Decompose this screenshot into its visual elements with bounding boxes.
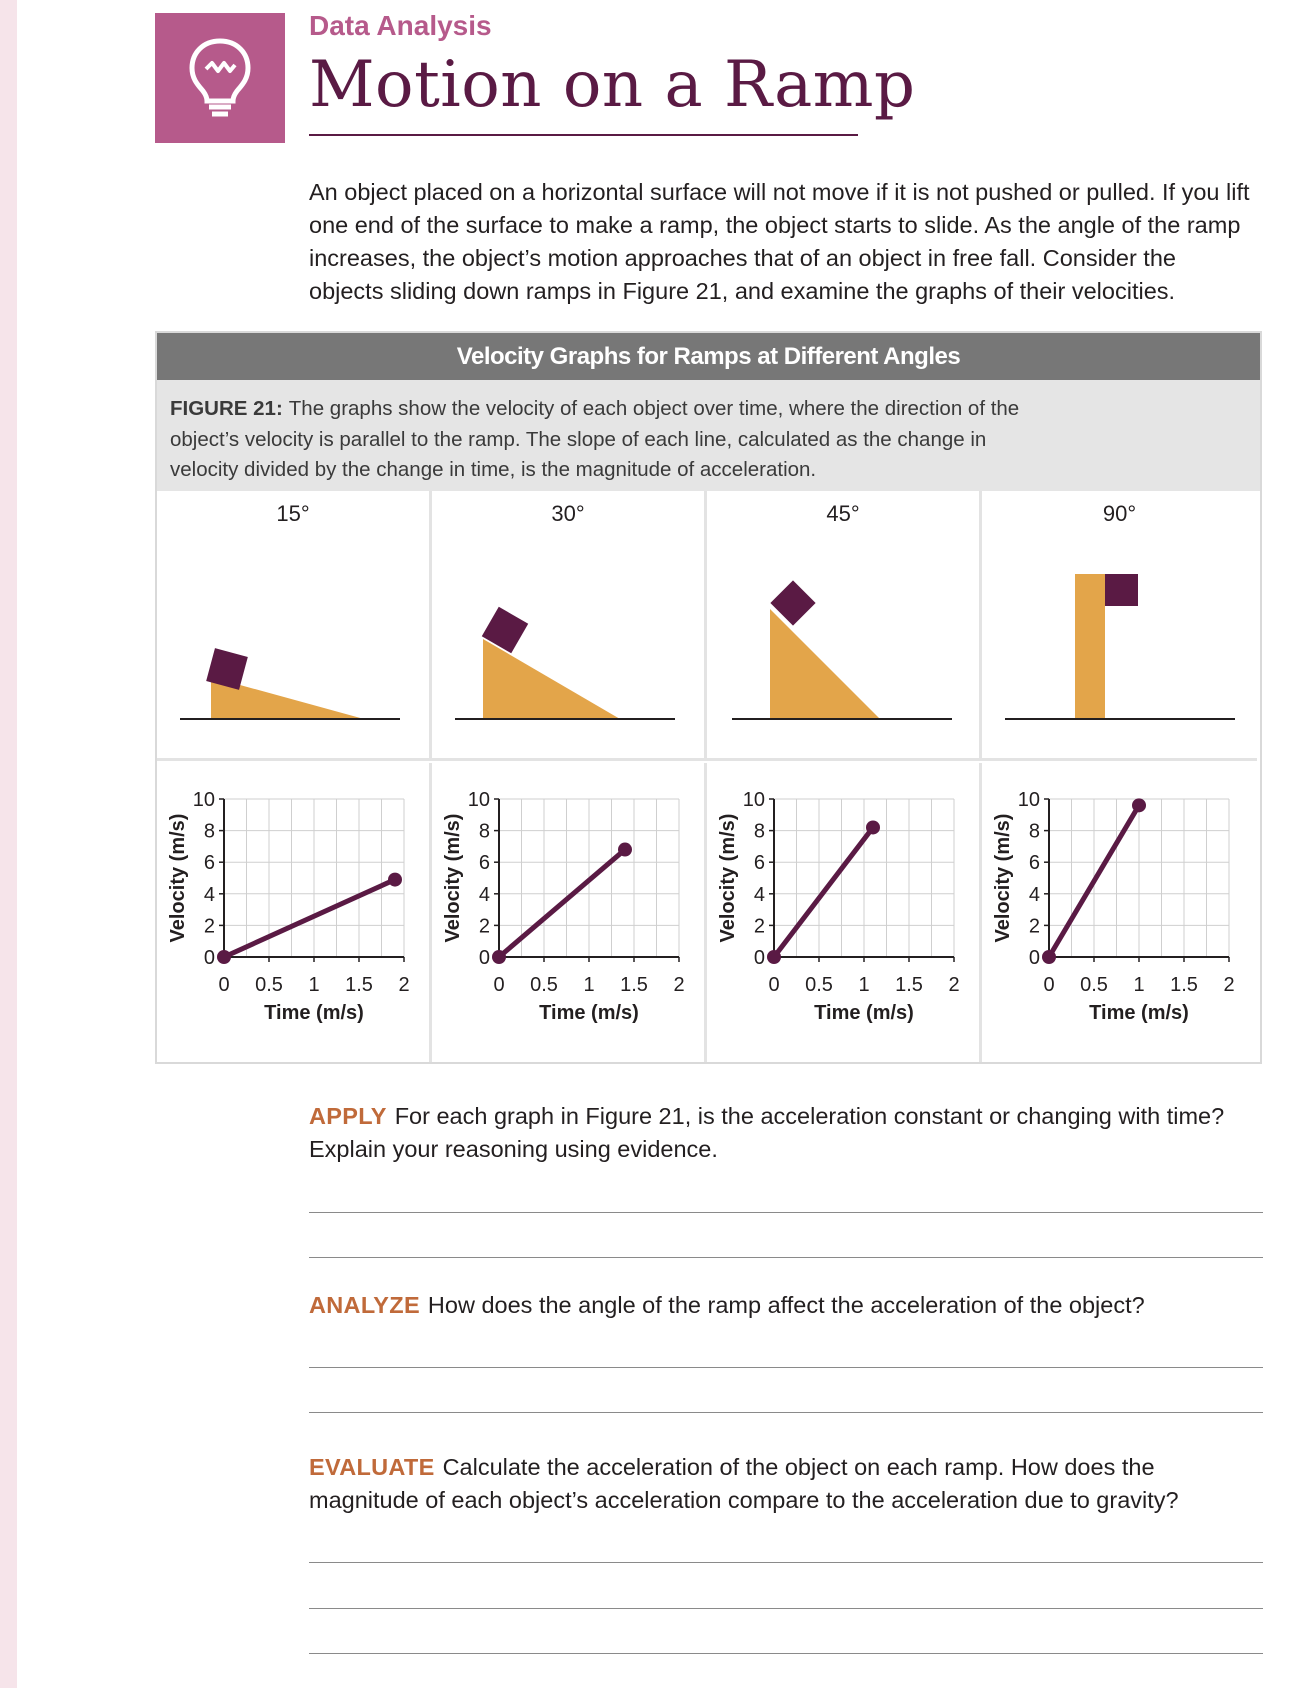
x-tick-label: 1 xyxy=(583,974,595,996)
figure-header: Velocity Graphs for Ramps at Different Angles xyxy=(157,333,1260,380)
data-point xyxy=(866,820,880,834)
x-tick-label: 0.5 xyxy=(805,974,833,996)
question-text-evaluate: Calculate the acceleration of the object on each ramp. How does the magnitude of each object’s acceleration compare to the acceleration due to gravity? xyxy=(309,1454,1179,1513)
data-point xyxy=(1132,798,1146,812)
ramp-panel-45 xyxy=(707,491,982,761)
angle-label-90: 90° xyxy=(1102,501,1137,526)
ramp-diagram-45 xyxy=(707,491,979,758)
x-axis-label: Time (m/s) xyxy=(1089,1002,1189,1024)
angle-label-30: 30° xyxy=(551,501,585,526)
data-point xyxy=(388,873,402,887)
velocity-graph-30 xyxy=(432,763,704,1062)
ramp-panel-15 xyxy=(157,491,432,761)
y-tick-label: 10 xyxy=(1017,789,1040,811)
ramp-shape-90 xyxy=(1075,574,1105,719)
x-tick-label: 0.5 xyxy=(1080,974,1108,996)
ramp-diagram-90 xyxy=(982,491,1262,758)
x-tick-label: 2 xyxy=(948,974,960,996)
x-tick-label: 1 xyxy=(308,974,320,996)
answer-line[interactable] xyxy=(309,1562,1263,1563)
question-text-analyze: How does the angle of the ramp affect the acceleration of the object? xyxy=(427,1292,1145,1318)
lightbulb-icon xyxy=(185,35,255,121)
x-tick-label: 0 xyxy=(493,974,505,996)
graph-panel-45 xyxy=(707,763,982,1062)
y-tick-label: 6 xyxy=(1028,852,1040,875)
x-axis-label: Time (m/s) xyxy=(264,1002,364,1024)
y-axis-label: Velocity (m/s) xyxy=(717,813,739,943)
section-label: Data Analysis xyxy=(309,10,492,41)
y-tick-label: 10 xyxy=(192,789,215,811)
x-tick-label: 1 xyxy=(858,974,870,996)
ramp-diagram-30 xyxy=(432,491,704,758)
x-tick-label: 0.5 xyxy=(255,974,283,996)
answer-line[interactable] xyxy=(309,1653,1263,1654)
y-tick-label: 4 xyxy=(753,883,765,906)
data-point xyxy=(767,950,781,964)
y-tick-label: 0 xyxy=(1028,947,1040,969)
y-tick-label: 8 xyxy=(478,820,490,843)
graph-panel-90 xyxy=(982,763,1257,1062)
x-tick-label: 1.5 xyxy=(1170,974,1198,996)
velocity-line xyxy=(499,850,625,957)
figure-caption-box xyxy=(157,380,1260,491)
y-tick-label: 0 xyxy=(203,947,215,969)
ramp-shape-45 xyxy=(770,609,880,719)
angle-label-15: 15° xyxy=(276,501,310,526)
y-tick-label: 0 xyxy=(478,947,490,969)
figure-label: FIGURE 21: xyxy=(170,397,283,420)
y-tick-label: 6 xyxy=(203,852,215,875)
y-axis-label: Velocity (m/s) xyxy=(992,813,1014,943)
y-tick-label: 8 xyxy=(203,820,215,843)
graph-panel-15 xyxy=(157,763,432,1062)
y-tick-label: 2 xyxy=(478,915,490,938)
figure-21 xyxy=(155,331,1262,1064)
y-tick-label: 10 xyxy=(467,789,490,811)
y-tick-label: 4 xyxy=(1028,883,1040,906)
figure-caption xyxy=(170,394,1030,486)
x-tick-label: 2 xyxy=(1223,974,1235,996)
x-axis-label: Time (m/s) xyxy=(814,1002,914,1024)
answer-line[interactable] xyxy=(309,1367,1263,1368)
y-tick-label: 6 xyxy=(478,852,490,875)
y-tick-label: 6 xyxy=(753,852,765,875)
y-axis-label: Velocity (m/s) xyxy=(167,813,189,943)
x-tick-label: 0.5 xyxy=(530,974,558,996)
angle-label-45: 45° xyxy=(826,501,860,526)
x-tick-label: 2 xyxy=(673,974,685,996)
y-tick-label: 0 xyxy=(753,947,765,969)
ramp-panel-30 xyxy=(432,491,707,761)
data-point xyxy=(1042,950,1056,964)
intro-paragraph: An object placed on a horizontal surface will not move if it is not pushed or pulled. If you lift one end of the surface to make a ramp, the object starts to slide. As the angle of the ramp increases, the object’s motion approaches that of an object in free fall. Consider the objects sliding down ramps in Figure 21, and examine the graphs of their velocities. xyxy=(309,179,1250,304)
x-tick-label: 1 xyxy=(1133,974,1145,996)
x-tick-label: 2 xyxy=(398,974,410,996)
figure-caption-text: The graphs show the velocity of each object over time, where the direction of the object’s velocity is parallel to the ramp. The slope of each line, calculated as the change in velocity divided by the change in time, is the magnitude of acceleration. xyxy=(170,397,1020,481)
question-key-apply: APPLY xyxy=(309,1103,387,1129)
x-tick-label: 1.5 xyxy=(620,974,648,996)
x-tick-label: 0 xyxy=(218,974,230,996)
question-analyze xyxy=(309,1289,1264,1322)
answer-line[interactable] xyxy=(309,1412,1263,1413)
question-apply xyxy=(309,1100,1264,1166)
x-tick-label: 1.5 xyxy=(345,974,373,996)
velocity-line xyxy=(224,880,395,957)
answer-line[interactable] xyxy=(309,1257,1263,1258)
y-tick-label: 10 xyxy=(742,789,765,811)
question-text-apply: For each graph in Figure 21, is the acceleration constant or changing with time? Explain your reasoning using evidence. xyxy=(309,1103,1225,1162)
x-tick-label: 1.5 xyxy=(895,974,923,996)
question-evaluate xyxy=(309,1451,1264,1517)
question-key-analyze: ANALYZE xyxy=(309,1292,420,1318)
velocity-line xyxy=(774,827,873,957)
y-tick-label: 2 xyxy=(203,915,215,938)
y-tick-label: 4 xyxy=(478,883,490,906)
x-axis-label: Time (m/s) xyxy=(539,1002,639,1024)
y-tick-label: 2 xyxy=(753,915,765,938)
ramp-shape-30 xyxy=(483,639,620,719)
y-tick-label: 8 xyxy=(1028,820,1040,843)
x-tick-label: 0 xyxy=(1043,974,1055,996)
ramp-panel-90 xyxy=(982,491,1257,761)
answer-line[interactable] xyxy=(309,1212,1263,1213)
data-point xyxy=(618,843,632,857)
velocity-graph-90 xyxy=(982,763,1262,1062)
ramp-diagram-15 xyxy=(157,491,429,758)
data-point xyxy=(492,950,506,964)
y-tick-label: 8 xyxy=(753,820,765,843)
velocity-graph-15 xyxy=(157,763,429,1062)
y-tick-label: 4 xyxy=(203,883,215,906)
data-point xyxy=(217,950,231,964)
answer-line[interactable] xyxy=(309,1608,1263,1609)
velocity-graph-45 xyxy=(707,763,979,1062)
title-divider xyxy=(309,134,858,136)
lightbulb-icon-box xyxy=(155,13,285,143)
graph-panel-30 xyxy=(432,763,707,1062)
question-key-evaluate: EVALUATE xyxy=(309,1454,435,1480)
page-margin-strip xyxy=(0,0,17,1688)
page-title: Motion on a Ramp xyxy=(309,48,916,122)
y-axis-label: Velocity (m/s) xyxy=(442,813,464,943)
y-tick-label: 2 xyxy=(1028,915,1040,938)
x-tick-label: 0 xyxy=(768,974,780,996)
block-90 xyxy=(1105,574,1138,606)
